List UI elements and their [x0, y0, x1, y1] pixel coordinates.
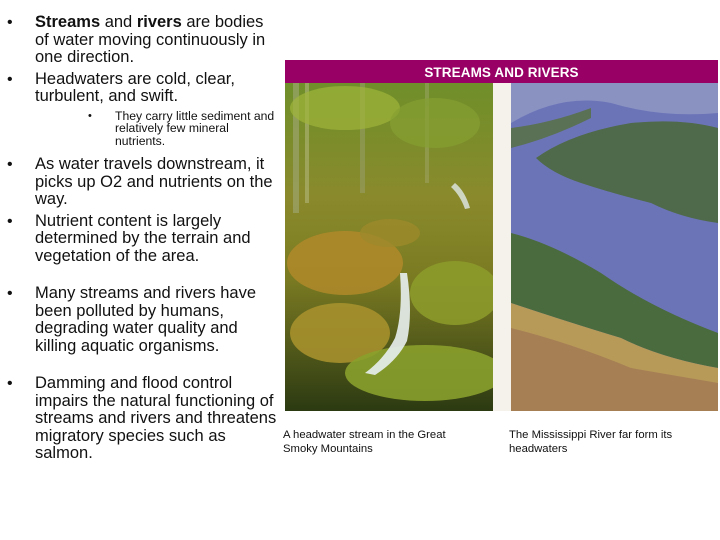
text-fragment: and [100, 13, 137, 31]
bullet-text: Headwaters are cold, clear, turbulent, and swift. [35, 69, 235, 105]
bullet-marker: • [7, 285, 13, 302]
bullet-marker: • [7, 156, 13, 173]
bullet-text: Damming and flood control impairs the natural functioning of streams and rivers and threatens migratory species such as salmon. [35, 374, 277, 462]
bullet-downstream [0, 156, 280, 209]
forest-stream-photo [285, 83, 493, 411]
bullet-text: Nutrient content is largely determined by the terrain and vegetation of the area. [35, 211, 251, 265]
bullet-marker: • [7, 375, 13, 392]
bullet-text: Many streams and rivers have been polluted by humans, degrading water quality and killing aquatic organisms. [35, 284, 257, 355]
bullet-marker: • [7, 14, 13, 31]
photo-divider [493, 83, 511, 411]
bullet-nutrients [0, 213, 280, 266]
river-aerial-image [511, 83, 718, 411]
term-rivers: rivers [136, 13, 182, 31]
bullet-headwaters [0, 71, 280, 106]
sub-bullet-sediment [0, 110, 280, 148]
bullet-marker: • [7, 70, 13, 88]
bullet-text: As water travels downstream, it picks up O2 and nutrients on the way. [35, 155, 273, 208]
bullet-marker: • [88, 109, 92, 122]
forest-stream-image [285, 83, 493, 411]
bullet-damming [0, 375, 280, 463]
figure-banner: STREAMS AND RIVERS [285, 60, 718, 83]
text-fragment: are bodies of water moving continuously in one direction. [35, 13, 266, 66]
term-streams: Streams [35, 13, 101, 31]
bullet-streams-definition [0, 14, 280, 67]
bullet-pollution [0, 285, 280, 355]
bullet-marker: • [7, 212, 13, 230]
river-aerial-photo [511, 83, 718, 411]
caption-mississippi-river: The Mississippi River far form its headwaters [509, 429, 673, 455]
bullet-text: They carry little sediment and relatively few mineral nutrients. [115, 108, 275, 148]
caption-headwater-stream: A headwater stream in the Great Smoky Mountains [283, 429, 446, 455]
bullet-list [0, 14, 280, 463]
